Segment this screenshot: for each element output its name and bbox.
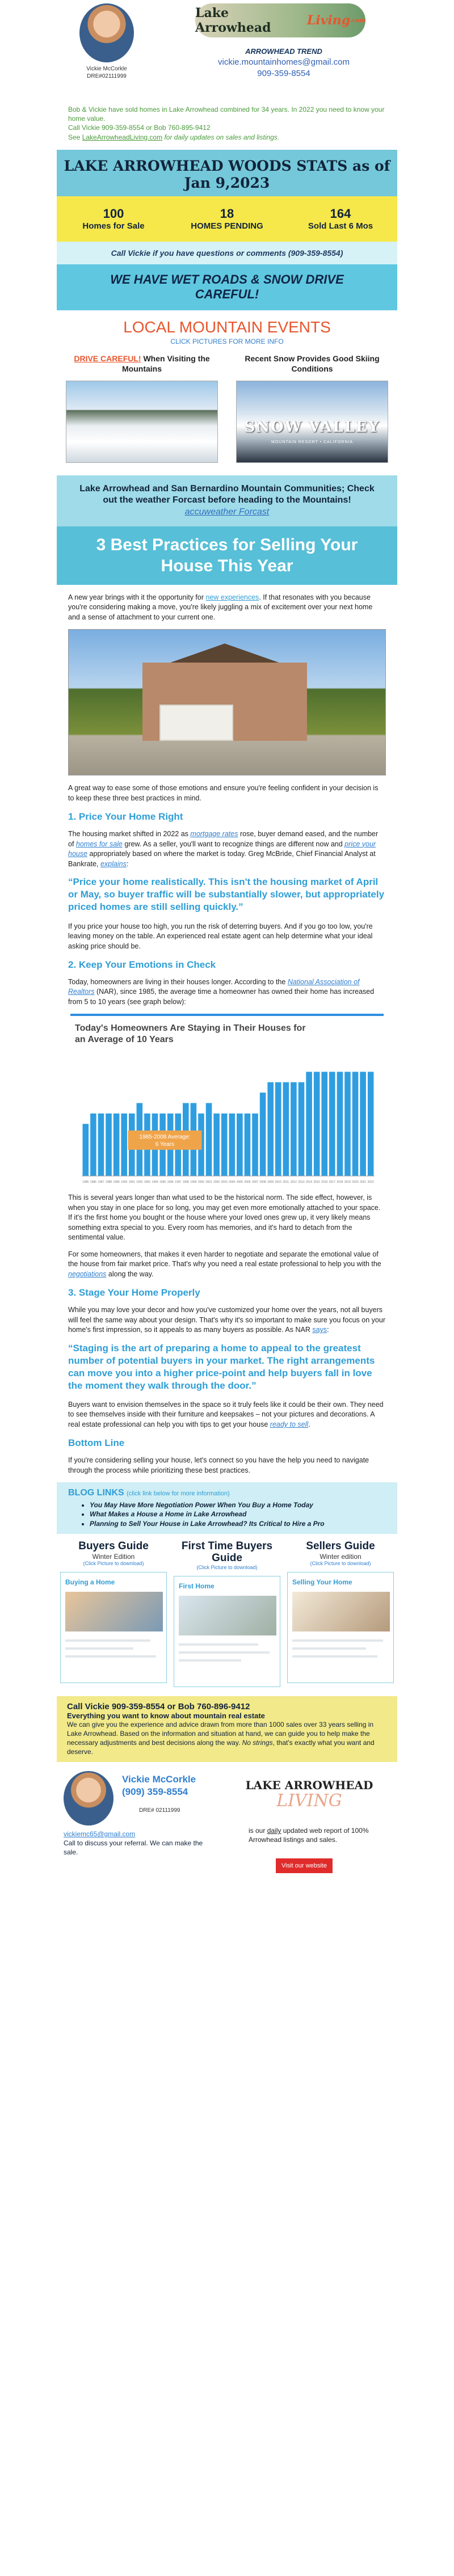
chart-bar xyxy=(90,1114,96,1176)
guide-title: First Time Buyers Guide xyxy=(181,1540,273,1564)
event-caption: Recent Snow Provides Good Skiing Conditions xyxy=(245,353,380,373)
guide-click-note: (Click Picture to download) xyxy=(196,1564,258,1570)
chart-tick-label: 2009 xyxy=(267,1181,274,1184)
snow-valley-image[interactable] xyxy=(236,381,388,463)
no-strings-text: No strings xyxy=(242,1738,273,1747)
cover-image xyxy=(292,1592,390,1631)
ready-to-sell-link[interactable]: ready to sell xyxy=(270,1420,309,1428)
article-paragraph xyxy=(68,1400,386,1430)
stat-sold xyxy=(284,206,397,231)
footer-email-link[interactable]: vickiemc65@gmail.com xyxy=(64,1830,136,1839)
chart-bar xyxy=(368,1072,374,1177)
trend-phone[interactable]: 909-359-8554 xyxy=(257,68,310,78)
stat-for-sale xyxy=(57,206,170,231)
footer-logo-line1: LAKE ARROWHEAD xyxy=(245,1778,373,1793)
intro-line-3 xyxy=(68,133,386,142)
logo-accent: Living xyxy=(306,13,351,28)
stat-label: Homes for Sale xyxy=(82,221,145,231)
stats-title: LAKE ARROWHEAD WOODS STATS as of Jan 9,2023 xyxy=(57,150,397,196)
chart-bar xyxy=(98,1114,104,1176)
chart-bar xyxy=(206,1103,212,1177)
footer-name-block xyxy=(122,1773,196,1798)
stat-number: 164 xyxy=(330,206,351,221)
footer xyxy=(57,1768,397,1881)
trend-email[interactable]: vickie.mountainhomes@gmail.com xyxy=(218,57,350,67)
cover-image xyxy=(65,1592,163,1631)
chart-tick-label: 1995 xyxy=(159,1181,166,1184)
article-paragraph: If you're considering selling your house, let's connect so you have the help you need to navigate through the process while prioritizing these best practices. xyxy=(68,1456,369,1474)
cover-text-line xyxy=(65,1655,156,1658)
blog-link[interactable]: • You May Have More Negotiation Power When You Buy a Home Today xyxy=(90,1500,386,1510)
text-run: : xyxy=(126,859,129,868)
agent-name-block xyxy=(57,65,157,80)
footer-call-text: Call to discuss your referral. We can make the sale. xyxy=(64,1839,203,1856)
footer-dre: DRE# 02111999 xyxy=(139,1807,180,1814)
negotiations-link[interactable]: negotiations xyxy=(68,1270,107,1278)
chart-tick-label: 2005 xyxy=(236,1181,243,1184)
footer-agent-photo xyxy=(64,1771,114,1825)
nar-says-link[interactable]: says xyxy=(312,1326,327,1334)
chart-title: Today's Homeowners Are Staying in Their Houses for an Average of 10 Years xyxy=(75,1023,306,1045)
chart-bar xyxy=(121,1114,127,1176)
chart-tick-label: 2010 xyxy=(275,1181,281,1184)
chart-tick-label: 1993 xyxy=(144,1181,150,1184)
explains-link[interactable]: explains xyxy=(100,859,127,868)
blog-list xyxy=(90,1500,386,1528)
chart-annotation-text: 1985-2008 Average: xyxy=(139,1134,191,1141)
text-run: appropriately based on where the market is today. Greg McBride, Chief Financial Analyst at Bankrate, xyxy=(68,850,376,868)
footer-agent-name: Vickie McCorkle xyxy=(122,1774,196,1785)
chart-tick-label: 1986 xyxy=(90,1181,96,1184)
chart-tick-label: 2002 xyxy=(213,1181,220,1184)
footer-agent-phone[interactable]: (909) 359-8554 xyxy=(122,1786,188,1797)
contact-description xyxy=(67,1720,387,1757)
cover-title: Buying a Home xyxy=(65,1578,115,1586)
event-drive-careful[interactable] xyxy=(57,353,227,463)
chart-bar xyxy=(306,1072,312,1177)
text-run: , that's exactly what you want and deserve. xyxy=(67,1738,375,1756)
newsletter-column xyxy=(57,0,397,1881)
chart-tick-label: 1989 xyxy=(113,1181,120,1184)
roads-warning: WE HAVE WET ROADS & SNOW DRIVE CAREFUL! xyxy=(57,264,397,310)
sellers-guide[interactable] xyxy=(284,1541,397,1687)
new-experiences-link[interactable]: new experiences xyxy=(205,593,259,601)
weather-band xyxy=(57,475,397,526)
blog-links-band xyxy=(57,1482,397,1534)
visit-website-button[interactable]: Visit our website xyxy=(276,1858,333,1873)
guide-subtitle: Winter Edition xyxy=(92,1552,135,1561)
logo-main: Lake Arrowhead xyxy=(195,6,271,35)
contact-tagline: Everything you want to know about mountain real estate xyxy=(67,1711,265,1720)
article-paragraph: This is several years longer than what used to be the historical norm. The side effect, however, is when you stay in one place for so long, you may get even more emotionally attached to your space. If it's the first home you bought or the house where your loved ones grew up, it very likely means something extra special to you. Every room has memories, and it's hard to detach from the sentimental value. xyxy=(68,1194,381,1242)
guide-click-note: (Click Picture to download) xyxy=(83,1560,144,1566)
chart-bar xyxy=(321,1072,327,1177)
chart-bar xyxy=(267,1082,274,1176)
guide-click-note: (Click Picture to download) xyxy=(310,1560,371,1566)
text-run: . xyxy=(308,1420,310,1428)
house-photo xyxy=(68,629,386,775)
article-paragraph: If you price your house too high, you run the risk of deterring buyers. And if you go too low, you're leaving money on the table. An experienced real estate agent can help determine what your ideal asking price should be. xyxy=(68,922,373,950)
chart-bar xyxy=(329,1072,335,1177)
text-run: along the way. xyxy=(106,1270,154,1278)
chart-bar xyxy=(314,1072,320,1177)
chart-bar xyxy=(283,1082,289,1176)
guide-title: Sellers Guide xyxy=(306,1540,375,1552)
chart-tick-label: 1996 xyxy=(167,1181,174,1184)
text-run: : xyxy=(327,1326,329,1334)
trend-title: ARROWHEAD TREND xyxy=(245,47,322,56)
text-run: updated web report of 100% Arrowhead listings and sales. xyxy=(249,1827,369,1844)
footer-logo[interactable] xyxy=(244,1779,375,1810)
chart-tick-label: 2014 xyxy=(306,1181,313,1184)
chart-bar xyxy=(299,1082,305,1176)
stat-label: Sold Last 6 Mos xyxy=(308,221,373,231)
stat-number: 18 xyxy=(220,206,234,221)
sellers-guide-cover[interactable] xyxy=(287,1572,394,1683)
cover-title: Selling Your Home xyxy=(292,1578,352,1586)
chart-tick-label: 1998 xyxy=(182,1181,189,1184)
chart-tick-label: 2016 xyxy=(321,1181,328,1184)
section-heading-bottom-line: Bottom Line xyxy=(68,1437,125,1449)
chart-bar xyxy=(245,1114,251,1176)
buyers-guide[interactable] xyxy=(57,1541,170,1687)
snowy-road-image[interactable] xyxy=(66,381,218,463)
text-run: We can give you the experience and advice drawn from more than 1000 sales over 33 years selling in Lake Arrowhead. Based on the information and situation at hand, we can guide you to help make the necessary adjustments and best decisions along the way. xyxy=(67,1720,374,1747)
chart-tick-label: 1985 xyxy=(82,1181,89,1184)
text-run: (NAR), since 1985, the average time a homeowner has owned their home has increased from 5 to 10 years (see graph below): xyxy=(68,988,375,1006)
article-paragraph xyxy=(68,977,386,1007)
section-heading-emotions: 2. Keep Your Emotions in Check xyxy=(68,959,216,970)
stat-pending xyxy=(170,206,284,231)
tenure-chart xyxy=(70,1014,384,1185)
section-heading-price: 1. Price Your Home Right xyxy=(68,811,183,823)
chart-tick-label: 2007 xyxy=(251,1181,259,1184)
logo-suffix: .com xyxy=(350,17,365,24)
site-logo[interactable] xyxy=(195,3,365,37)
chart-tick-label: 2004 xyxy=(229,1181,236,1184)
cover-text-line xyxy=(179,1643,258,1646)
chart-tick-label: 2021 xyxy=(360,1181,367,1184)
chart-bar xyxy=(291,1082,297,1176)
intro-line-3-suffix: for daily updates on sales and listings. xyxy=(162,133,280,141)
intro-text xyxy=(57,105,397,142)
text-run: While you may love your decor and how you've customized your home over the years, not all buyers will feel the same way about your design. That's why it's so important to make sure you focus on your home's first impression, so it appeals to as many buyers as possible. As NAR xyxy=(68,1306,385,1334)
intro-site-link[interactable]: LakeArrowheadLiving.com xyxy=(82,133,163,141)
cover-title: First Home xyxy=(179,1582,215,1590)
chart-tick-label: 2011 xyxy=(283,1181,289,1184)
guide-subtitle: Winter edition xyxy=(320,1552,361,1561)
trend-block xyxy=(199,47,369,79)
stats-row xyxy=(57,196,397,242)
chart-bar xyxy=(213,1114,220,1176)
weather-forecast-link[interactable]: accuweather Forcast xyxy=(184,507,270,517)
chart-tick-label: 1999 xyxy=(190,1181,197,1184)
chart-tick-label: 2003 xyxy=(221,1181,228,1184)
chart-bar xyxy=(106,1114,112,1176)
article-paragraph xyxy=(68,829,386,869)
ski-image-sub: MOUNTAIN RESORT • CALIFORNIA xyxy=(271,440,354,444)
chart-tick-label: 1991 xyxy=(128,1181,135,1184)
daily-text: daily xyxy=(267,1827,281,1835)
article-paragraph xyxy=(68,593,386,623)
ski-image-text: SNOW VALLEY xyxy=(244,418,380,436)
chart-tick-label: 2017 xyxy=(329,1181,335,1184)
intro-line-1: Bob & Vickie have sold homes in Lake Arrowhead combined for 34 years. In 2022 you need to know your home value. xyxy=(68,106,385,123)
chart-tick-label: 2008 xyxy=(259,1181,266,1184)
chart-tick-label: 2018 xyxy=(337,1181,343,1184)
buyers-guide-cover[interactable] xyxy=(60,1572,167,1683)
cover-text-line xyxy=(65,1639,150,1642)
homes-for-sale-link[interactable]: homes for sale xyxy=(75,840,123,848)
mortgage-rates-link[interactable]: mortgage rates xyxy=(190,830,238,838)
cover-text-line xyxy=(292,1655,377,1658)
chart-bar xyxy=(344,1072,351,1177)
first-time-buyers-guide[interactable] xyxy=(170,1541,284,1687)
drive-careful-alert: DRIVE CAREFUL! xyxy=(74,353,141,363)
chart-tick-label: 2013 xyxy=(298,1181,305,1184)
chart-tick-label: 1997 xyxy=(175,1181,182,1184)
agent-dre: DRE#02111999 xyxy=(87,73,127,79)
blog-title-note: (click link below for more information) xyxy=(127,1490,230,1498)
chart-tick-label: 2022 xyxy=(367,1181,374,1184)
chart-tick-label: 2020 xyxy=(352,1181,359,1184)
section-heading-stage: 3. Stage Your Home Properly xyxy=(68,1287,200,1298)
chart-tick-label: 1992 xyxy=(136,1181,143,1184)
chart-tick-label: 1987 xyxy=(98,1181,104,1184)
nar-link[interactable]: National Association of Realtors xyxy=(68,977,360,996)
weather-text: Lake Arrowhead and San Bernardino Mountain Communities; Check out the weather Forcast before heading to the Mountains! xyxy=(79,483,375,505)
chart-bar xyxy=(360,1072,366,1177)
events-title: LOCAL MOUNTAIN EVENTS xyxy=(123,318,331,336)
stat-number: 100 xyxy=(103,206,124,221)
blog-title xyxy=(68,1488,386,1498)
chart-tick-label: 1990 xyxy=(121,1181,128,1184)
chart-tick-label: 2012 xyxy=(290,1181,297,1184)
chart-bar xyxy=(114,1114,120,1176)
header xyxy=(57,0,397,105)
text-run: Today, homeowners are living in their houses longer. According to the xyxy=(68,977,288,986)
article-body xyxy=(57,585,397,1475)
footer-logo-line2: LIVING xyxy=(276,1791,342,1811)
chart-tick-label: 2000 xyxy=(197,1181,205,1184)
contact-band xyxy=(57,1696,397,1763)
chart-tick-label: 1994 xyxy=(152,1181,158,1184)
chart-annotation-text: 6 Years xyxy=(155,1141,175,1148)
footer-info xyxy=(64,1830,217,1857)
cover-text-line xyxy=(292,1647,366,1650)
article-paragraph: A great way to ease some of those emotions and ensure you're feeling confident in your decision is to keep these three best practices in mind. xyxy=(68,784,379,802)
quote-mcbride: “Price your home realistically. This isn't the housing market of April or May, so buyer traffic will be substantially slower, but appropriately priced homes are still selling quickly.” xyxy=(68,876,385,913)
chart-tick-label: 2001 xyxy=(205,1181,212,1184)
chart-bar xyxy=(352,1072,359,1177)
events-row xyxy=(57,353,397,463)
chart-bar xyxy=(237,1114,243,1176)
event-caption-rest: When Visiting the Mountains xyxy=(122,353,210,373)
chart-tick-label: 1988 xyxy=(105,1181,112,1184)
price-your-house-link[interactable]: price your house xyxy=(68,840,376,858)
text-run: For some homeowners, that makes it even harder to negotiate and separate the emotional value of the house from fair market price. That's why you need a real estate professional to help you with the xyxy=(68,1250,381,1268)
cover-text-line xyxy=(179,1651,270,1654)
events-subtitle: CLICK PICTURES FOR MORE INFO xyxy=(170,337,284,345)
chart-svg xyxy=(70,1016,384,1185)
text-run: The housing market shifted in 2022 as xyxy=(68,830,191,838)
contact-phones: Call Vickie 909-359-8554 or Bob 760-896-9412 xyxy=(67,1701,250,1711)
text-run: is our xyxy=(249,1827,267,1835)
guides-row xyxy=(57,1541,397,1687)
footer-blurb xyxy=(249,1827,379,1844)
intro-line-2: Call Vickie 909-359-8554 or Bob 760-895-9412 xyxy=(68,124,211,132)
chart-bar xyxy=(82,1124,89,1176)
text-run: rose, buyer demand eased, and the number of xyxy=(68,830,379,848)
blog-link[interactable]: • Planning to Sell Your House in Lake Arrowhead? Its Critical to Hire a Pro xyxy=(90,1519,386,1528)
cover-text-line xyxy=(292,1639,383,1642)
chart-bar xyxy=(275,1082,281,1176)
article-paragraph xyxy=(68,1250,386,1280)
text-run: . If that resonates with you because you're considering making a move, you're likely juggling a mix of excitement over your next home and a sense of attachment to your current one. xyxy=(68,593,373,621)
chart-tick-label: 2019 xyxy=(344,1181,351,1184)
stat-label: HOMES PENDING xyxy=(191,221,263,231)
article-title: 3 Best Practices for Selling Your House This Year xyxy=(57,526,397,585)
chart-bar xyxy=(252,1114,258,1176)
event-caption xyxy=(62,353,221,376)
quote-nar: “Staging is the art of preparing a home to appeal to the greatest number of potential buyers in your market. The right arrangements can move you into a higher price-point and help buyers fall in love the moment they walk through the door.” xyxy=(68,1342,375,1391)
article-paragraph xyxy=(68,1305,386,1335)
guide-title: Buyers Guide xyxy=(78,1540,149,1552)
blog-link[interactable]: • What Makes a House a Home in Lake Arrowhead xyxy=(90,1510,386,1519)
first-time-guide-cover[interactable] xyxy=(174,1576,280,1687)
agent-photo xyxy=(79,3,134,62)
chart-bar xyxy=(221,1114,228,1176)
chart-bar xyxy=(229,1114,235,1176)
call-vickie-band: Call Vickie if you have questions or comments (909-359-8554) xyxy=(57,242,397,264)
cover-text-line xyxy=(179,1659,241,1662)
event-skiing[interactable] xyxy=(227,353,397,463)
blog-title-text: BLOG LINKS xyxy=(68,1488,124,1498)
text-run: grew. As a seller, you'll want to recognize things are different now and xyxy=(122,840,345,848)
chart-bar xyxy=(260,1093,266,1176)
text-run: Buyers want to envision themselves in the space so it truly feels like it could be their own. They need to see themselves inside with their furniture and keepsakes – not your pictures and decorations. A real estate professional can help you with tips to get your house xyxy=(68,1400,384,1428)
garage-door xyxy=(159,705,233,741)
cover-image xyxy=(179,1596,276,1635)
cover-text-line xyxy=(65,1647,133,1650)
text-run: A new year brings with it the opportunity for xyxy=(68,593,206,601)
chart-bar xyxy=(337,1072,343,1177)
intro-line-3-prefix: See xyxy=(68,133,82,141)
agent-name: Vickie McCorkle xyxy=(86,66,127,72)
chart-tick-label: 2006 xyxy=(244,1181,251,1184)
chart-tick-label: 2015 xyxy=(313,1181,320,1184)
